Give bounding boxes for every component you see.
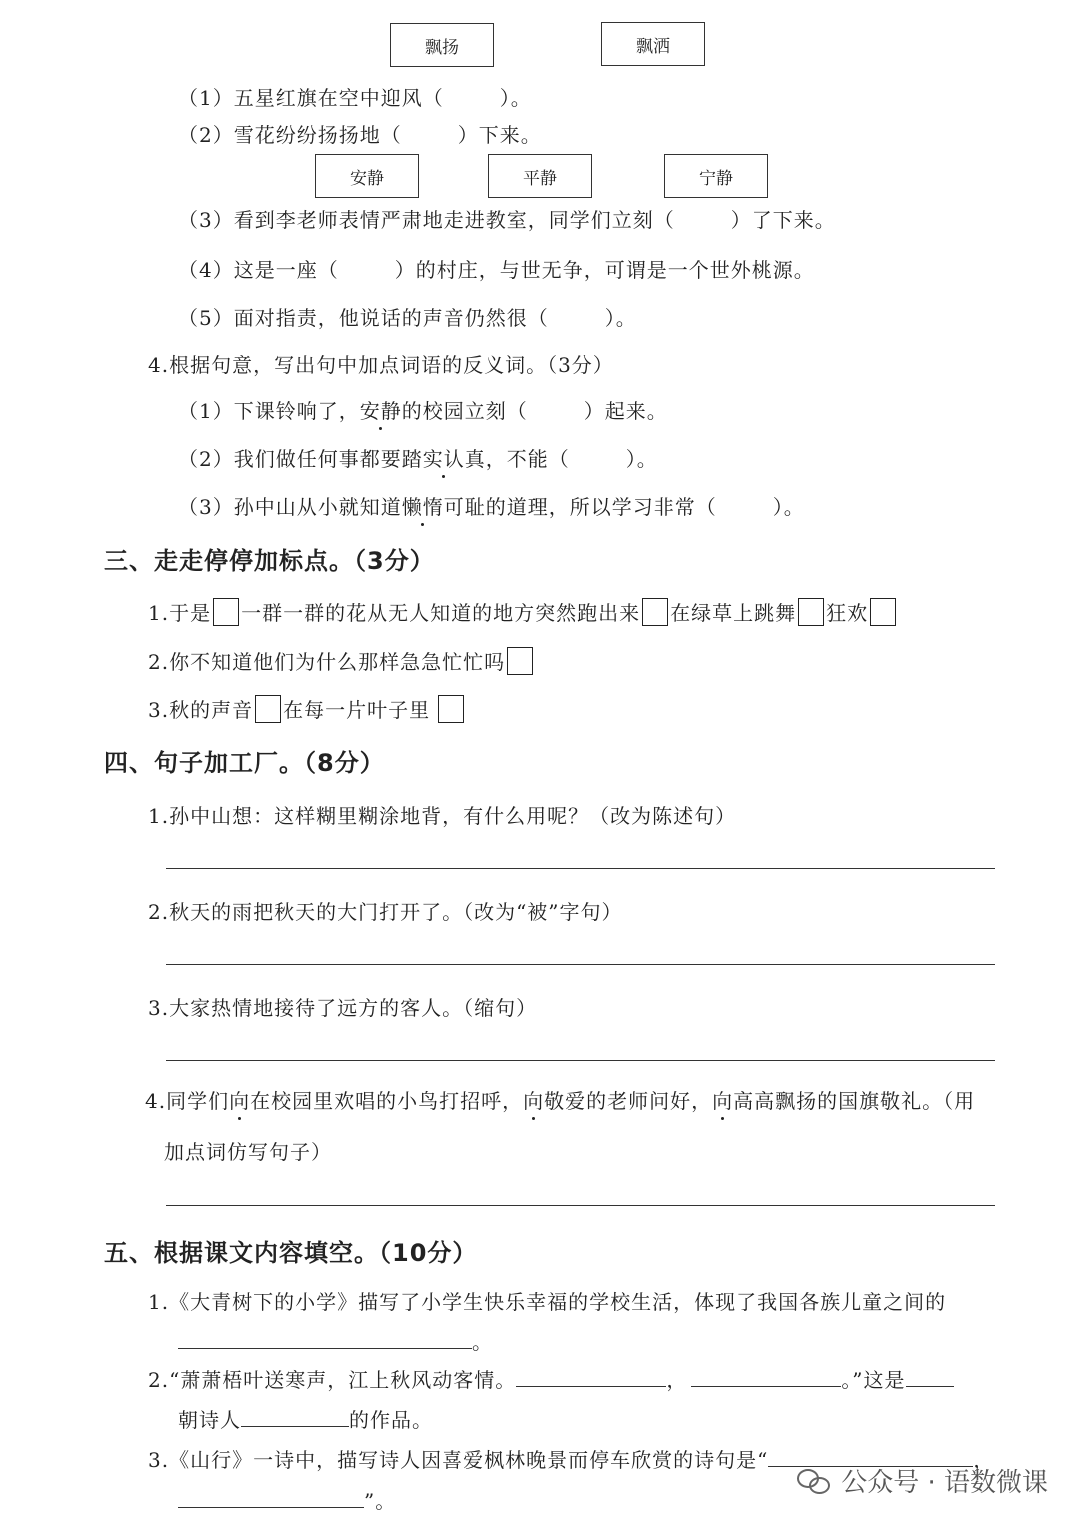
sentence-text: ）。	[499, 86, 532, 110]
sentence-text: 敬爱的老师问好，	[544, 1089, 713, 1113]
sentence-4-2	[178, 443, 658, 472]
sentence-text: （1）下课铃响了，	[178, 399, 360, 423]
sentence-text: 。	[472, 1330, 493, 1354]
sentence-text: 3.《山行》一诗中，描写诗人因喜爱枫林晚景而停车欣赏的诗句是“	[148, 1448, 769, 1472]
question-4-title: 4.根据句意，写出句中加点词语的反义词。（3分）	[148, 353, 614, 377]
word-box-piaosa	[601, 22, 705, 66]
word-box-label: 飘扬	[425, 37, 459, 58]
sec5-question-3-cont	[178, 1485, 396, 1514]
dotted-word: 踏实认真	[401, 447, 486, 471]
sentence-text: （3）孙中山从小就知道	[178, 495, 402, 519]
word-box-piaoyang	[390, 23, 494, 67]
sentence-text: ，	[666, 1368, 688, 1392]
answer-line[interactable]	[166, 868, 995, 869]
dotted-word: 懒惰	[401, 495, 444, 519]
sentence-text: 的作品。	[349, 1408, 433, 1432]
dotted-word: 安静	[359, 399, 402, 423]
sec5-question-2	[148, 1364, 954, 1393]
sentence-text: ）的村庄，与世无争，可谓是一个世外桃源。	[394, 258, 815, 282]
sentence-text: ，	[973, 1448, 995, 1472]
wechat-icon	[797, 1467, 831, 1495]
sentence-3-1	[178, 82, 532, 111]
sentence-text: ）起来。	[583, 399, 668, 423]
answer-line[interactable]	[166, 964, 995, 965]
answer-line[interactable]	[166, 1060, 995, 1061]
sentence-text: ）了下来。	[730, 208, 836, 232]
sentence-3-3	[178, 204, 836, 233]
sentence-text: ）。	[625, 447, 658, 471]
sentence-text: 。”这是	[841, 1368, 906, 1392]
punctuation-box[interactable]	[870, 598, 896, 626]
watermark-text: 公众号 · 语数微课	[841, 1468, 1048, 1498]
sentence-text: （1）五星红旗在空中迎风（	[178, 86, 444, 110]
sentence-text: 2.你不知道他们为什么那样急急忙忙吗	[148, 650, 506, 674]
punct-line-3	[148, 694, 466, 723]
sentence-text: 朝诗人	[178, 1408, 241, 1432]
sentence-4-3	[178, 491, 805, 520]
fill-blank[interactable]	[691, 1368, 841, 1387]
sentence-text: ）。	[604, 306, 637, 330]
sec4-question-1: 1.孙中山想：这样糊里糊涂地背，有什么用呢？（改为陈述句）	[148, 804, 737, 828]
punct-line-2	[148, 646, 535, 675]
punctuation-box[interactable]	[798, 598, 824, 626]
sentence-text: 4.同学们	[145, 1089, 230, 1113]
section-5-title: 五、根据课文内容填空。（10分）	[104, 1239, 478, 1267]
sentence-text: ”。	[364, 1489, 397, 1513]
sentence-text: 在绿草上跳舞	[670, 601, 797, 625]
sec4-question-2: 2.秋天的雨把秋天的大门打开了。（改为“被”字句）	[148, 900, 623, 924]
sentence-3-4	[178, 254, 815, 283]
fill-blank[interactable]	[516, 1368, 666, 1387]
fill-blank[interactable]	[241, 1408, 349, 1427]
punctuation-box[interactable]	[438, 695, 464, 723]
sentence-text: （5）面对指责，他说话的声音仍然很（	[178, 306, 549, 330]
dotted-word: 向	[229, 1089, 251, 1113]
dotted-word: 向	[523, 1089, 545, 1113]
word-box-label: 飘洒	[636, 36, 670, 57]
sentence-text: 2.“萧萧梧叶送寒声，江上秋风动客情。	[148, 1368, 517, 1392]
sec4-question-3: 3.大家热情地接待了远方的客人。（缩句）	[148, 996, 538, 1020]
section-4-title: 四、句子加工厂。（8分）	[104, 749, 385, 777]
sentence-text: 狂欢	[826, 601, 869, 625]
punct-line-1	[148, 597, 898, 626]
watermark	[797, 1462, 1048, 1499]
sentence-text: ）下来。	[457, 123, 542, 147]
word-box-pingjing	[488, 154, 592, 198]
sec5-question-2-cont	[178, 1404, 433, 1433]
sec4-question-4	[145, 1085, 975, 1114]
sentence-text: 的校园立刻（	[401, 399, 528, 423]
word-box-label: 宁静	[699, 168, 733, 189]
sentence-text: 1.于是	[148, 601, 212, 625]
dotted-word: 向	[712, 1089, 734, 1113]
sentence-3-2	[178, 119, 542, 148]
sentence-text: （2）我们做任何事都要	[178, 447, 402, 471]
sentence-text: （2）雪花纷纷扬扬地（	[178, 123, 402, 147]
sec5-question-1: 1.《大青树下的小学》描写了小学生快乐幸福的学校生活，体现了我国各族儿童之间的	[148, 1290, 947, 1314]
punctuation-box[interactable]	[642, 598, 668, 626]
word-box-anjing	[315, 154, 419, 198]
fill-blank[interactable]	[178, 1489, 364, 1508]
sentence-text: 在每一片叶子里	[283, 698, 431, 722]
word-box-label: 平静	[523, 168, 557, 189]
sentence-text: （3）看到李老师表情严肃地走进教室，同学们立刻（	[178, 208, 675, 232]
sentence-4-1	[178, 395, 668, 424]
sentence-text: 一群一群的花从无人知道的地方突然跑出来	[241, 601, 641, 625]
word-box-ningjing	[664, 154, 768, 198]
punctuation-box[interactable]	[255, 695, 281, 723]
word-box-label: 安静	[350, 168, 384, 189]
answer-line[interactable]	[166, 1205, 995, 1206]
sentence-text: 可耻的道理，所以学习非常（	[443, 495, 717, 519]
sentence-text: ）。	[772, 495, 805, 519]
sentence-text: ，不能（	[485, 447, 570, 471]
sentence-text: 高高飘扬的国旗敬礼。（用	[733, 1089, 976, 1113]
sec5-question-1-cont	[178, 1326, 493, 1355]
sec4-question-4-cont: 加点词仿写句子）	[164, 1140, 332, 1164]
fill-blank[interactable]	[906, 1368, 954, 1387]
punctuation-box[interactable]	[213, 598, 239, 626]
sentence-text: 在校园里欢唱的小鸟打招呼，	[250, 1089, 524, 1113]
section-3-title: 三、走走停停加标点。（3分）	[104, 547, 435, 575]
sentence-3-5	[178, 302, 637, 331]
sentence-text: （4）这是一座（	[178, 258, 339, 282]
punctuation-box[interactable]	[507, 647, 533, 675]
fill-blank[interactable]	[178, 1330, 472, 1349]
sentence-text: 3.秋的声音	[148, 698, 254, 722]
